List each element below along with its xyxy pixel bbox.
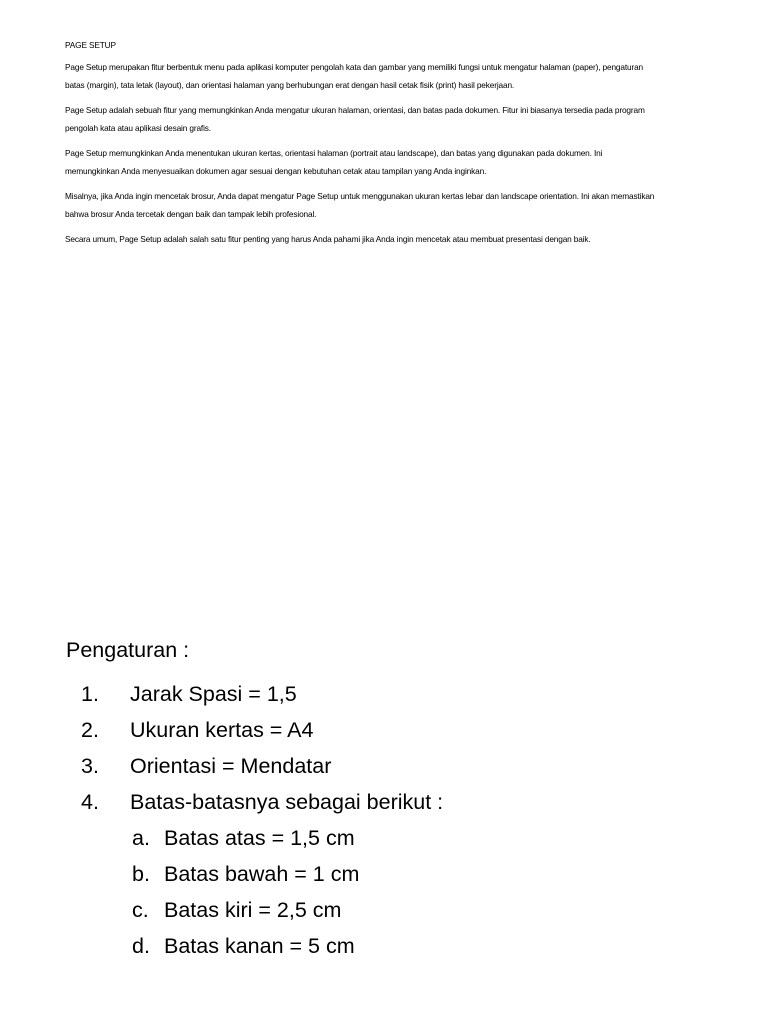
- page-setup-heading: PAGE SETUP: [65, 40, 116, 50]
- margin-text: Batas atas = 1,5 cm: [164, 826, 355, 850]
- item-number: 2.: [81, 718, 99, 742]
- settings-item-margins: [66, 784, 706, 820]
- margin-letter: d.: [132, 934, 150, 958]
- item-text: Batas-batasnya sebagai berikut :: [130, 790, 444, 814]
- margin-text: Batas kiri = 2,5 cm: [164, 898, 342, 922]
- item-text: Jarak Spasi = 1,5: [130, 682, 297, 706]
- settings-title: Pengaturan :: [66, 638, 190, 662]
- margin-letter: b.: [132, 862, 150, 886]
- item-number: 3.: [81, 754, 99, 778]
- margin-item-bottom: [66, 856, 706, 892]
- paragraph-5: Secara umum, Page Setup adalah salah satu fitur penting yang harus Anda pahami jika Anda ingin mencetak atau membuat presentasi dengan baik.: [65, 234, 591, 244]
- settings-item-orientation: [66, 748, 706, 784]
- margin-item-top: [66, 820, 706, 856]
- paragraph-3: Page Setup memungkinkan Anda menentukan ukuran kertas, orientasi halaman (portrait atau landscape), dan batas yang digunakan pada dokumen. Ini memungkinkan Anda menyesuaikan dokumen agar sesuai dengan kebutuhan cetak atau tampilan yang Anda inginkan.: [65, 148, 603, 176]
- margin-item-right: [66, 928, 706, 964]
- item-text: Orientasi = Mendatar: [130, 754, 332, 778]
- paragraph-2: Page Setup adalah sebuah fitur yang memungkinkan Anda mengatur ukuran halaman, orientasi, dan batas pada dokumen. Fitur ini biasanya tersedia pada program pengolah kata atau aplikasi desain grafis.: [65, 105, 645, 133]
- item-number: 4.: [81, 790, 99, 814]
- settings-section: [66, 632, 706, 964]
- page-setup-text-block: [65, 38, 655, 255]
- margin-letter: a.: [132, 826, 150, 850]
- item-text: Ukuran kertas = A4: [130, 718, 314, 742]
- margin-letter: c.: [132, 898, 149, 922]
- margin-text: Batas kanan = 5 cm: [164, 934, 355, 958]
- margin-text: Batas bawah = 1 cm: [164, 862, 360, 886]
- settings-item-spacing: [66, 676, 706, 712]
- margin-item-left: [66, 892, 706, 928]
- paragraph-1: Page Setup merupakan fitur berbentuk menu pada aplikasi komputer pengolah kata dan gambar yang memiliki fungsi untuk mengatur halaman (paper), pengaturan batas (margin), tata letak (layout), dan orientasi halaman yang berhubungan erat dengan hasil cetak fisik (print) hasil pekerjaan.: [65, 62, 644, 90]
- item-number: 1.: [81, 682, 99, 706]
- settings-item-paper-size: [66, 712, 706, 748]
- paragraph-4: Misalnya, jika Anda ingin mencetak brosur, Anda dapat mengatur Page Setup untuk menggunakan ukuran kertas lebar dan landscape orientation. Ini akan memastikan bahwa brosur Anda tercetak dengan baik dan tampak lebih profesional.: [65, 191, 655, 219]
